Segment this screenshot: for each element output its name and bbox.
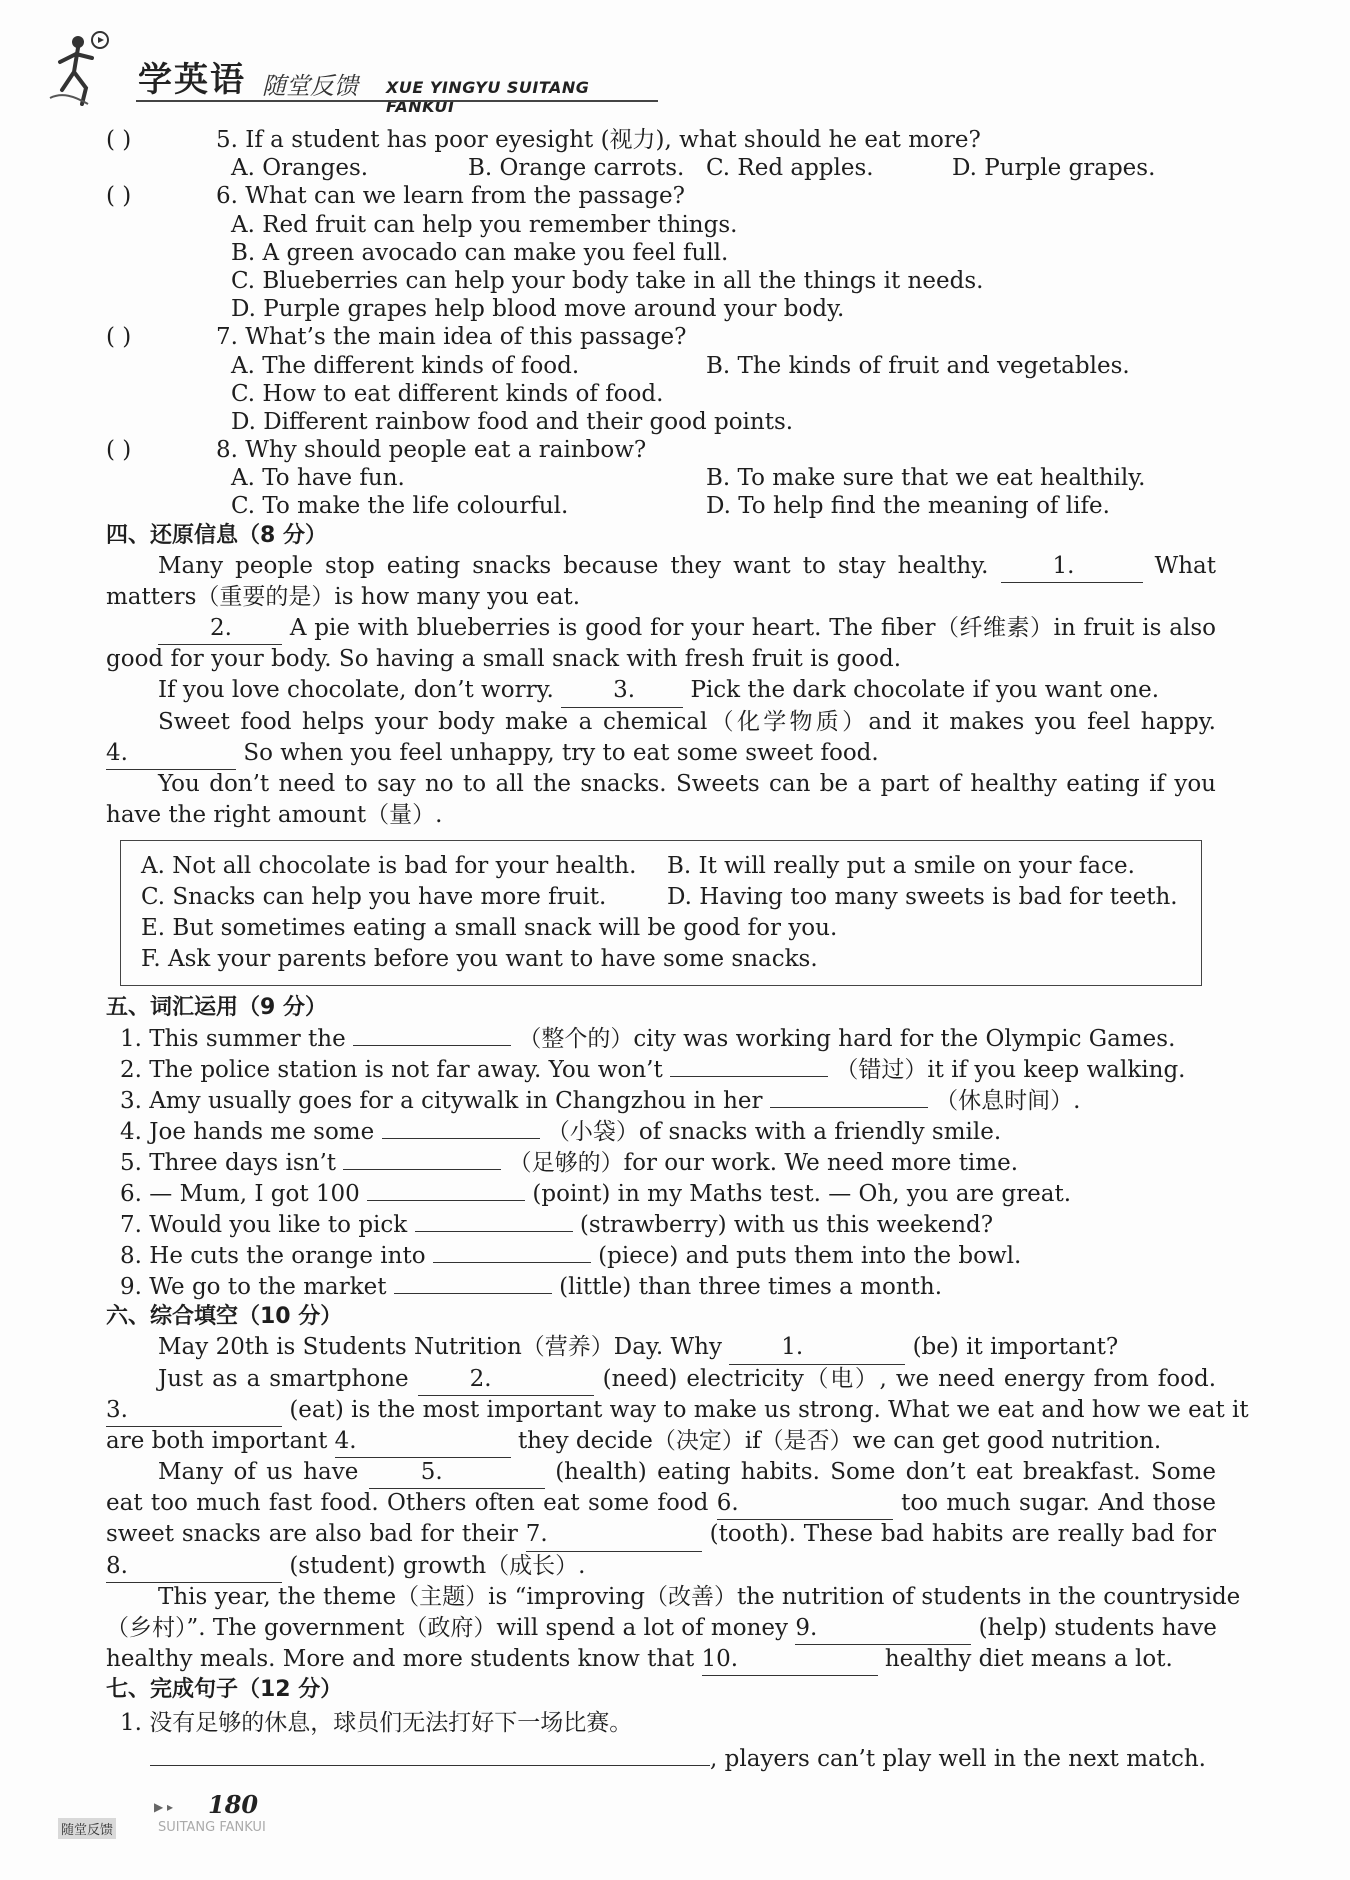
option-row — [141, 882, 1187, 913]
answer-paren[interactable]: ( ) — [106, 183, 132, 210]
header-subtitle: 随堂反馈 — [262, 72, 358, 100]
question-6-option-b — [106, 239, 1216, 267]
vocab-item-8: 8. He cuts the orange into (piece) and puts them into the bowl. — [106, 1240, 1216, 1271]
question-7-options-ab — [106, 352, 1216, 380]
option-row — [141, 913, 1187, 944]
page-footer — [58, 1786, 288, 1846]
blank-2[interactable]: 2. — [418, 1364, 594, 1396]
blank-2[interactable]: 2. — [158, 613, 282, 645]
blank-3[interactable]: 3. — [561, 675, 683, 707]
option-b: B. A green avocado can make you feel full. — [231, 239, 729, 266]
question-text: 7. What’s the main idea of this passage? — [216, 324, 687, 351]
section-6-heading: 六、综合填空（10 分） — [106, 1304, 343, 1330]
footer-label-cn: 随堂反馈 — [58, 1818, 116, 1839]
section-5-heading: 五、词汇运用（9 分） — [106, 995, 327, 1021]
runner-logo-icon — [48, 28, 124, 108]
header-rule — [136, 100, 658, 102]
vocab-item-6: 6. — Mum, I got 100 (point) in my Maths test. — Oh, you are great. — [106, 1178, 1216, 1209]
option-d: D. Different rainbow food and their good points. — [231, 408, 794, 435]
question-6-option-d — [106, 295, 1216, 323]
answer-blank[interactable] — [150, 1743, 710, 1766]
answer-paren[interactable]: ( ) — [106, 324, 132, 351]
s4-line-3: 2. A pie with blueberries is good for your heart. The fiber（纤维素）in fruit is also — [106, 613, 1216, 644]
options-box — [120, 840, 1202, 986]
s6-line-2: Just as a smartphone 2. (need) electricity（电）, we need energy from food. — [106, 1364, 1216, 1395]
s4-line-9: have the right amount（量）. — [106, 802, 443, 829]
s4-line-1: Many people stop eating snacks because they want to stay healthy. 1. What — [106, 551, 1216, 582]
s4-line-6: Sweet food helps your body make a chemical（化学物质）and it makes you feel happy. — [158, 708, 1216, 735]
s6-line-8: 8. (student) growth（成长）. — [106, 1551, 1216, 1582]
section-7-heading: 七、完成句子（12 分） — [106, 1677, 343, 1703]
s6-line-6: eat too much fast food. Others often eat some food 6. too much sugar. And those — [106, 1488, 1216, 1519]
option-a: A. Oranges. — [231, 155, 369, 182]
s6-line-5: Many of us have 5. (health) eating habits. Some don’t eat breakfast. Some — [106, 1457, 1216, 1488]
footer-label-en: SUITANG FANKUI — [158, 1820, 266, 1835]
header-title-cn: 学英语 — [138, 60, 246, 100]
question-6-option-a — [106, 211, 1216, 239]
blank-1[interactable]: 1. — [729, 1332, 905, 1364]
question-7-option-d — [106, 408, 1216, 436]
vocab-item-2: 2. The police station is not far away. You won’t （错过）it if you keep walking. — [106, 1054, 1216, 1085]
option-f: F. Ask your parents before you want to have some snacks. — [141, 946, 818, 973]
option-row — [141, 944, 1187, 975]
answer-blank[interactable] — [382, 1116, 540, 1139]
question-6 — [106, 182, 1216, 210]
blank-3[interactable]: 3. — [106, 1395, 282, 1427]
question-8 — [106, 436, 1216, 464]
option-c: C. To make the life colourful. — [231, 493, 569, 520]
option-d: D. To help find the meaning of life. — [706, 493, 1110, 520]
question-6-option-c — [106, 267, 1216, 295]
s6-line-10: （乡村）”. The government（政府）will spend a lot of money 9. (help) students have — [106, 1613, 1216, 1644]
answer-blank[interactable] — [670, 1054, 828, 1077]
blank-10[interactable]: 10. — [702, 1644, 878, 1676]
question-7-option-c — [106, 380, 1216, 408]
option-a: A. To have fun. — [231, 465, 405, 492]
answer-blank[interactable] — [433, 1240, 591, 1263]
option-c: C. Red apples. — [706, 155, 874, 182]
s4-line-8: You don’t need to say no to all the snacks. Sweets can be a part of healthy eating if you — [158, 770, 1216, 797]
option-c: C. Blueberries can help your body take in all the things it needs. — [231, 267, 984, 294]
section-4-heading: 四、还原信息（8 分） — [106, 522, 327, 548]
question-5-options — [106, 154, 1216, 182]
blank-9[interactable]: 9. — [795, 1613, 971, 1645]
arrow-icon: ▶ ▸ — [154, 1800, 174, 1814]
option-b: B. It will really put a smile on your face. — [667, 853, 1135, 880]
option-e: E. But sometimes eating a small snack will be good for you. — [141, 915, 838, 942]
blank-5[interactable]: 5. — [369, 1457, 545, 1489]
s6-line-1: May 20th is Students Nutrition（营养）Day. Why 1. (be) it important? — [106, 1332, 1216, 1363]
s4-line-2: matters（重要的是）is how many you eat. — [106, 583, 581, 610]
vocab-item-9: 9. We go to the market (little) than three times a month. — [106, 1271, 1216, 1302]
vocab-item-5: 5. Three days isn’t （足够的）for our work. We need more time. — [106, 1147, 1216, 1178]
option-a: A. The different kinds of food. — [231, 352, 580, 379]
sentence-1-answer: , players can’t play well in the next match. — [106, 1741, 1216, 1777]
option-d: D. Purple grapes help blood move around your body. — [231, 296, 845, 323]
answer-blank[interactable] — [353, 1023, 511, 1046]
option-d: D. Having too many sweets is bad for teeth. — [667, 884, 1178, 911]
vocab-item-7: 7. Would you like to pick (strawberry) with us this weekend? — [106, 1209, 1216, 1240]
answer-paren[interactable]: ( ) — [106, 127, 132, 153]
option-row — [141, 851, 1187, 882]
blank-1[interactable]: 1. — [1001, 551, 1143, 583]
answer-paren[interactable]: ( ) — [106, 437, 132, 464]
option-b: B. To make sure that we eat healthily. — [706, 465, 1146, 492]
question-5 — [106, 126, 1216, 154]
question-8-options-cd — [106, 492, 1216, 520]
vocab-item-3: 3. Amy usually goes for a citywalk in Changzhou in her （休息时间）. — [106, 1085, 1216, 1116]
worksheet-body — [106, 126, 1249, 1777]
s6-line-11: healthy meals. More and more students know that 10. healthy diet means a lot. — [106, 1644, 1216, 1675]
blank-6[interactable]: 6. — [717, 1488, 893, 1520]
s6-line-9: This year, the theme（主题）is “improving（改善）the nutrition of students in the countryside — [158, 1583, 1241, 1610]
sentence-1-prompt: 1. 没有足够的休息，球员们无法打好下一场比赛。 — [120, 1710, 633, 1737]
s6-line-3: 3. (eat) is the most important way to make us strong. What we eat and how we eat it — [106, 1395, 1216, 1426]
question-text: 8. Why should people eat a rainbow? — [216, 437, 647, 464]
question-8-options-ab — [106, 464, 1216, 492]
question-7 — [106, 323, 1216, 351]
s4-line-7: 4. So when you feel unhappy, try to eat some sweet food. — [106, 738, 1216, 769]
page-number: 180 — [208, 1790, 259, 1819]
vocab-item-4: 4. Joe hands me some （小袋）of snacks with a friendly smile. — [106, 1116, 1216, 1147]
option-b: B. The kinds of fruit and vegetables. — [706, 352, 1130, 379]
option-d: D. Purple grapes. — [952, 155, 1156, 182]
blank-4[interactable]: 4. — [106, 738, 236, 770]
answer-blank[interactable] — [770, 1085, 928, 1108]
question-text: 5. If a student has poor eyesight (视力), what should he eat more? — [216, 127, 981, 153]
answer-blank[interactable] — [343, 1147, 501, 1170]
answer-blank[interactable] — [415, 1209, 573, 1232]
blank-4[interactable]: 4. — [335, 1426, 511, 1458]
answer-blank[interactable] — [367, 1178, 525, 1201]
blank-7[interactable]: 7. — [526, 1519, 702, 1551]
option-b: B. Orange carrots. — [468, 155, 685, 182]
s6-line-4: are both important 4. they decide（决定）if（是否）we can get good nutrition. — [106, 1426, 1216, 1457]
option-c: C. Snacks can help you have more fruit. — [141, 884, 607, 911]
vocab-item-1: 1. This summer the （整个的）city was working hard for the Olympic Games. — [106, 1023, 1216, 1054]
option-c: C. How to eat different kinds of food. — [231, 380, 664, 407]
s4-line-5: If you love chocolate, don’t worry. 3. Pick the dark chocolate if you want one. — [106, 675, 1216, 706]
option-a: A. Red fruit can help you remember things. — [231, 211, 738, 238]
option-a: A. Not all chocolate is bad for your health. — [141, 853, 637, 880]
answer-blank[interactable] — [394, 1271, 552, 1294]
blank-8[interactable]: 8. — [106, 1551, 282, 1583]
s6-line-7: sweet snacks are also bad for their 7. (tooth). These bad habits are really bad for — [106, 1519, 1216, 1550]
page-header — [40, 22, 640, 116]
header-title-en: XUE YINGYU SUITANG FANKUI — [386, 78, 590, 116]
s4-line-4: good for your body. So having a small snack with fresh fruit is good. — [106, 646, 902, 673]
question-text: 6. What can we learn from the passage? — [216, 183, 685, 210]
